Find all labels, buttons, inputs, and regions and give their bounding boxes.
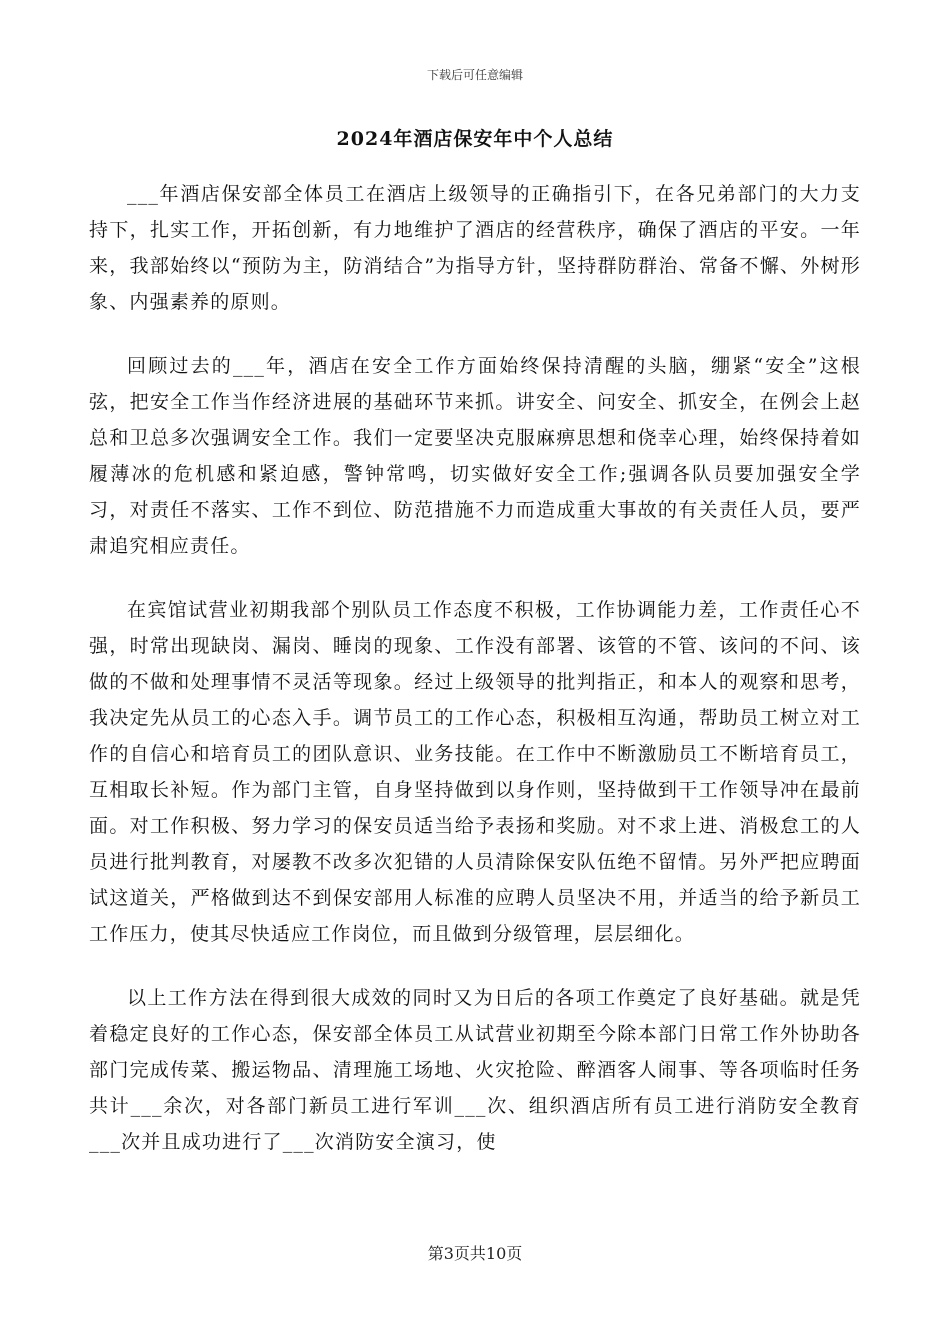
page-number: 第3页共10页	[427, 1244, 523, 1263]
document-title: 2024年酒店保安年中个人总结	[336, 128, 614, 150]
paragraph-1: ___年酒店保安部全体员工在酒店上级领导的正确指引下，在各兄弟部门的大力支持下，扎实工作，开拓创新，有力地维护了酒店的经营秩序，确保了酒店的平安。一年来，我部始终以“预防为主，防消结合”为指导方针，坚持群防群治、常备不懈、外树形象、内强素养的原则。	[89, 183, 861, 313]
document-body	[89, 176, 861, 1188]
paragraph-4: 以上工作方法在得到很大成效的同时又为日后的各项工作奠定了良好基础。就是凭着稳定良好的工作心态，保安部全体员工从试营业初期至今除本部门日常工作外协助各部门完成传菜、搬运物品、清理施工场地、火灾抢险、醉酒客人闹事、等各项临时任务共计___余次，对各部门新员工进行军训___次、组织酒店所有员工进行消防安全教育___次并且成功进行了___次消防安全演习，使	[89, 987, 861, 1153]
paragraph-2: 回顾过去的___年，酒店在安全工作方面始终保持清醒的头脑，绷紧“安全”这根弦，把安全工作当作经济进展的基础环节来抓。讲安全、问安全、抓安全，在例会上赵总和卫总多次强调安全工作。我们一定要坚决克服麻痹思想和侥幸心理，始终保持着如履薄冰的危机感和紧迫感，警钟常鸣，切实做好安全工作;强调各队员要加强安全学习，对责任不落实、工作不到位、防范措施不力而造成重大事故的有关责任人员，要严肃追究相应责任。	[89, 355, 861, 557]
header-note: 下载后可任意编辑	[426, 68, 523, 82]
paragraph-3: 在宾馆试营业初期我部个别队员工作态度不积极，工作协调能力差，工作责任心不强，时常出现缺岗、漏岗、睡岗的现象、工作没有部署、该管的不管、该问的不问、该做的不做和处理事情不灵活等现象。经过上级领导的批判指正，和本人的观察和思考，我决定先从员工的心态入手。调节员工的工作心态，积极相互沟通，帮助员工树立对工作的自信心和培育员工的团队意识、业务技能。在工作中不断激励员工不断培育员工，互相取长补短。作为部门主管，自身坚持做到以身作则，坚持做到干工作领导冲在最前面。对工作积极、努力学习的保安员适当给予表扬和奖励。对不求上进、消极怠工的人员进行批判教育，对屡教不改多次犯错的人员清除保安队伍绝不留情。另外严把应聘面试这道关，严格做到达不到保安部用人标准的应聘人员坚决不用，并适当的给予新员工工作压力，使其尽快适应工作岗位，而且做到分级管理，层层细化。	[89, 599, 861, 945]
